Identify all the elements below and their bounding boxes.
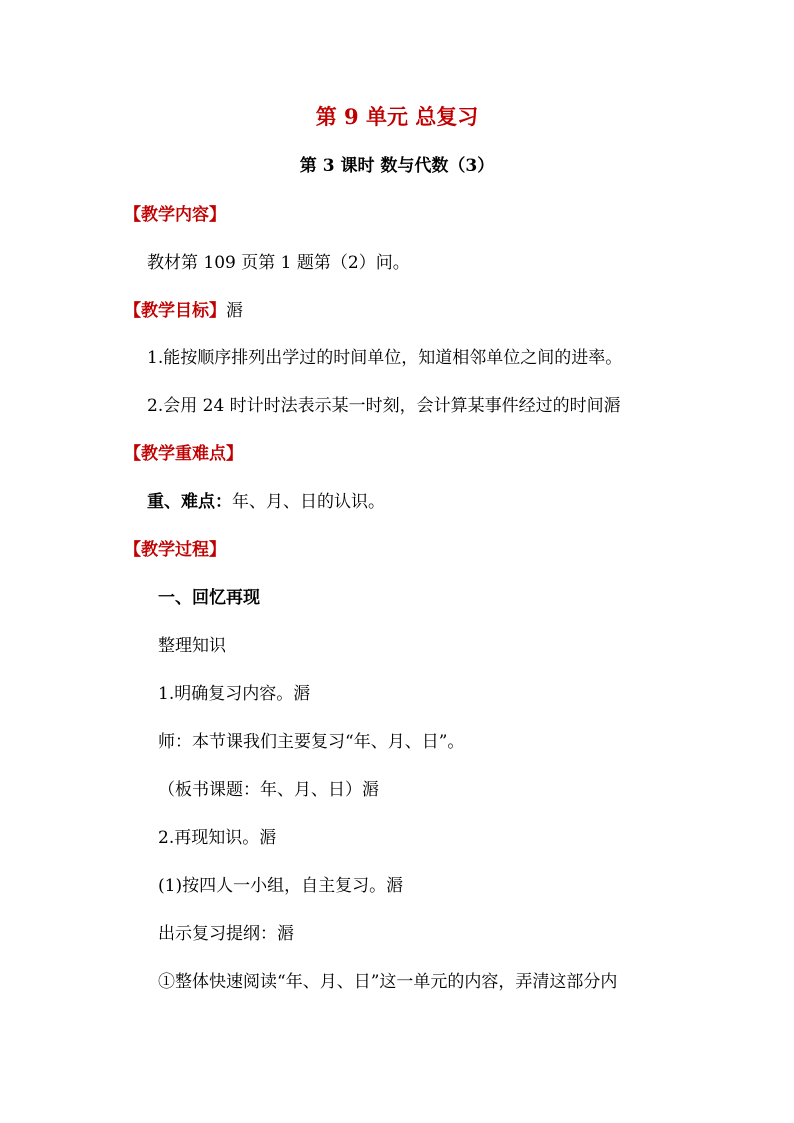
key-points <box>147 491 385 513</box>
process-line-9: ①整体快速阅读“年、月、日”这一单元的内容，弄清这部分内 <box>158 972 618 992</box>
goals-heading-aside: 滣 <box>226 301 243 321</box>
process-line-5: （板书课题：年、月、日）滣 <box>158 780 379 800</box>
key-points-text: 年、月、日的认识。 <box>232 492 385 512</box>
goal-item-1: 1.能按顺序排列出学过的时间单位，知道相邻单位之间的进率。 <box>147 348 623 368</box>
content-text: 教材第 109 页第 1 题第（2）问。 <box>147 253 410 273</box>
lesson-subtitle: 第 3 课时 数与代数（3） <box>299 156 495 176</box>
goals-heading-label: 【教学目标】 <box>124 301 226 321</box>
section-heading-content: 【教学内容】 <box>124 205 226 225</box>
process-line-4: 师：本节课我们主要复习“年、月、日”。 <box>158 732 465 752</box>
goal-item-2: 2.会用 24 时计时法表示某一时刻，会计算某事件经过的时间滣 <box>147 396 621 416</box>
process-line-2: 整理知识 <box>158 636 226 656</box>
section-heading-goals <box>124 300 243 322</box>
process-line-8: 出示复习提纲：滣 <box>158 924 294 944</box>
document-title: 第 9 单元 总复习 <box>315 104 479 129</box>
section-heading-process: 【教学过程】 <box>124 540 226 560</box>
key-points-label: 重、难点： <box>147 492 232 512</box>
process-line-3: 1.明确复习内容。滣 <box>158 684 311 704</box>
section-heading-key: 【教学重难点】 <box>124 444 243 464</box>
process-line-6: 2.再现知识。滣 <box>158 828 277 848</box>
process-line-7: (1)按四人一小组，自主复习。滣 <box>158 876 404 896</box>
process-line-1: 一、回忆再现 <box>158 588 260 608</box>
